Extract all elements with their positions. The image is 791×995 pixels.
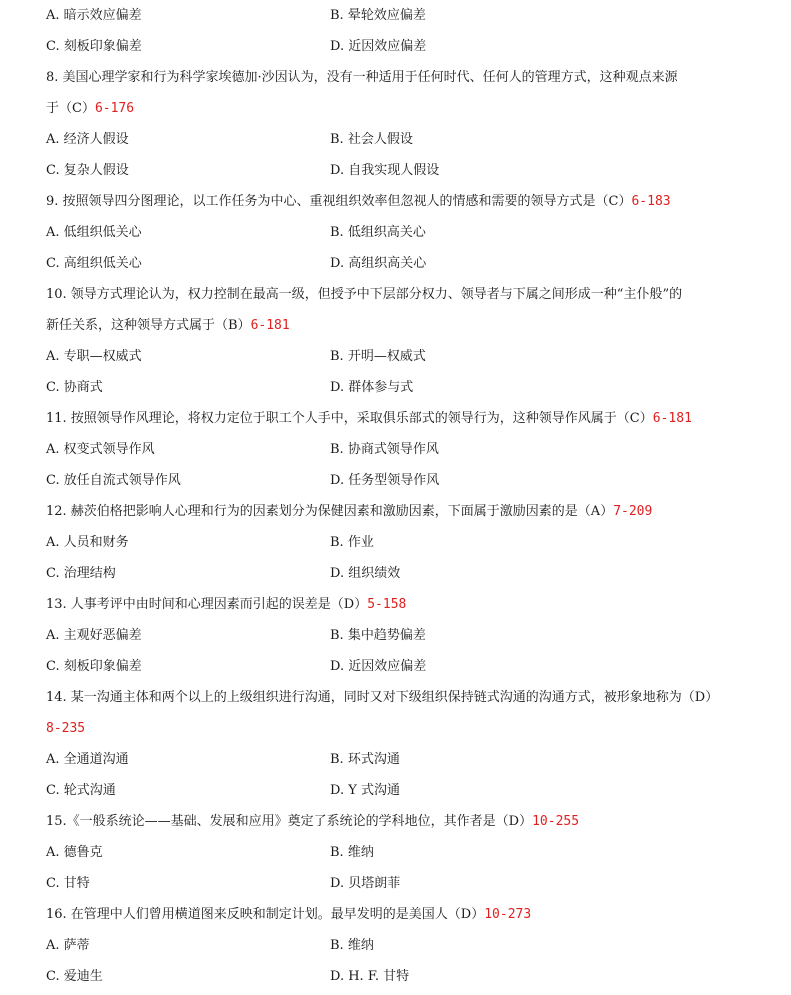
page-reference: 10-255 bbox=[532, 814, 580, 829]
question-15: 15.《一般系统论——基础、发展和应用》奠定了系统论的学科地位，其作者是（D）10-255 bbox=[46, 814, 580, 829]
question-11: 11. 按照领导作风理论，将权力定位于职工个人手中，采取俱乐部式的领导行为，这种领导作风属于（C）6-181 bbox=[46, 411, 692, 426]
option-b: B. 低组织高关心 bbox=[330, 225, 426, 240]
question-8: 8. 美国心理学家和行为科学家埃德加·沙因认为，没有一种适用于任何时代、任何人的管理方式，这种观点来源 bbox=[46, 70, 678, 85]
page-reference: 7-209 bbox=[613, 504, 653, 519]
page-reference: 8-235 bbox=[46, 721, 86, 736]
option-a: A. 萨蒂 bbox=[46, 938, 90, 953]
option-b: B. 开明—权威式 bbox=[330, 349, 426, 364]
option-b: B. 环式沟通 bbox=[330, 752, 400, 767]
option-b: B. 维纳 bbox=[330, 938, 374, 953]
option-b: B. 协商式领导作风 bbox=[330, 442, 439, 457]
option-c: C. 刻板印象偏差 bbox=[46, 659, 142, 674]
page-reference: 6-181 bbox=[250, 318, 290, 333]
option-d: D. 高组织高关心 bbox=[330, 256, 427, 271]
option-c: C. 刻板印象偏差 bbox=[46, 39, 142, 54]
page-reference: 6-183 bbox=[631, 194, 671, 209]
option-a: A. 主观好恶偏差 bbox=[46, 628, 142, 643]
option-d: D. 群体参与式 bbox=[330, 380, 414, 395]
option-a: A. 德鲁克 bbox=[46, 845, 103, 860]
option-d: D. 近因效应偏差 bbox=[330, 39, 427, 54]
question-16: 16. 在管理中人们曾用横道图来反映和制定计划。最早发明的是美国人（D）10-273 bbox=[46, 907, 532, 922]
question-13: 13. 人事考评中由时间和心理因素而引起的误差是（D）5-158 bbox=[46, 597, 407, 612]
option-b: B. 作业 bbox=[330, 535, 374, 550]
option-c: C. 放任自流式领导作风 bbox=[46, 473, 181, 488]
option-c: C. 协商式 bbox=[46, 380, 103, 395]
option-a: A. 低组织低关心 bbox=[46, 225, 142, 240]
option-d: D. 组织绩效 bbox=[330, 566, 401, 581]
option-a: A. 权变式领导作风 bbox=[46, 442, 155, 457]
option-c: C. 治理结构 bbox=[46, 566, 116, 581]
option-d: D. 贝塔朗菲 bbox=[330, 876, 401, 891]
question-8-cont: 于（C）6-176 bbox=[46, 101, 135, 116]
question-10-cont: 新任关系，这种领导方式属于（B）6-181 bbox=[46, 318, 290, 333]
option-d: D. 自我实现人假设 bbox=[330, 163, 440, 178]
option-c: C. 复杂人假设 bbox=[46, 163, 129, 178]
page-reference: 5-158 bbox=[367, 597, 407, 612]
page-reference: 10-273 bbox=[484, 907, 532, 922]
option-d: D. Y 式沟通 bbox=[330, 783, 400, 798]
option-c: C. 高组织低关心 bbox=[46, 256, 142, 271]
option-a: A. 暗示效应偏差 bbox=[46, 8, 142, 23]
question-14-cont bbox=[46, 721, 85, 737]
option-b: B. 社会人假设 bbox=[330, 132, 413, 147]
option-d: D. 任务型领导作风 bbox=[330, 473, 440, 488]
option-b: B. 集中趋势偏差 bbox=[330, 628, 426, 643]
question-10: 10. 领导方式理论认为，权力控制在最高一级，但授予中下层部分权力、领导者与下属之间形成一种“主仆般”的 bbox=[46, 287, 683, 302]
option-a: A. 专职—权威式 bbox=[46, 349, 142, 364]
question-12: 12. 赫茨伯格把影响人心理和行为的因素划分为保健因素和激励因素，下面属于激励因素的是（A）7-209 bbox=[46, 504, 653, 519]
option-b: B. 晕轮效应偏差 bbox=[330, 8, 426, 23]
page-reference: 6-181 bbox=[652, 411, 692, 426]
question-9: 9. 按照领导四分图理论，以工作任务为中心、重视组织效率但忽视人的情感和需要的领导方式是（C）6-183 bbox=[46, 194, 671, 209]
page-reference: 6-176 bbox=[94, 101, 135, 116]
question-14: 14. 某一沟通主体和两个以上的上级组织进行沟通，同时又对下级组织保持链式沟通的沟通方式，被形象地称为（D） bbox=[46, 690, 719, 705]
option-c: C. 轮式沟通 bbox=[46, 783, 116, 798]
option-a: A. 全通道沟通 bbox=[46, 752, 129, 767]
option-c: C. 甘特 bbox=[46, 876, 90, 891]
option-a: A. 人员和财务 bbox=[46, 535, 129, 550]
option-b: B. 维纳 bbox=[330, 845, 374, 860]
option-c: C. 爱迪生 bbox=[46, 969, 103, 984]
option-d: D. 近因效应偏差 bbox=[330, 659, 427, 674]
option-a: A. 经济人假设 bbox=[46, 132, 129, 147]
option-d: D. H. F. 甘特 bbox=[330, 969, 410, 984]
